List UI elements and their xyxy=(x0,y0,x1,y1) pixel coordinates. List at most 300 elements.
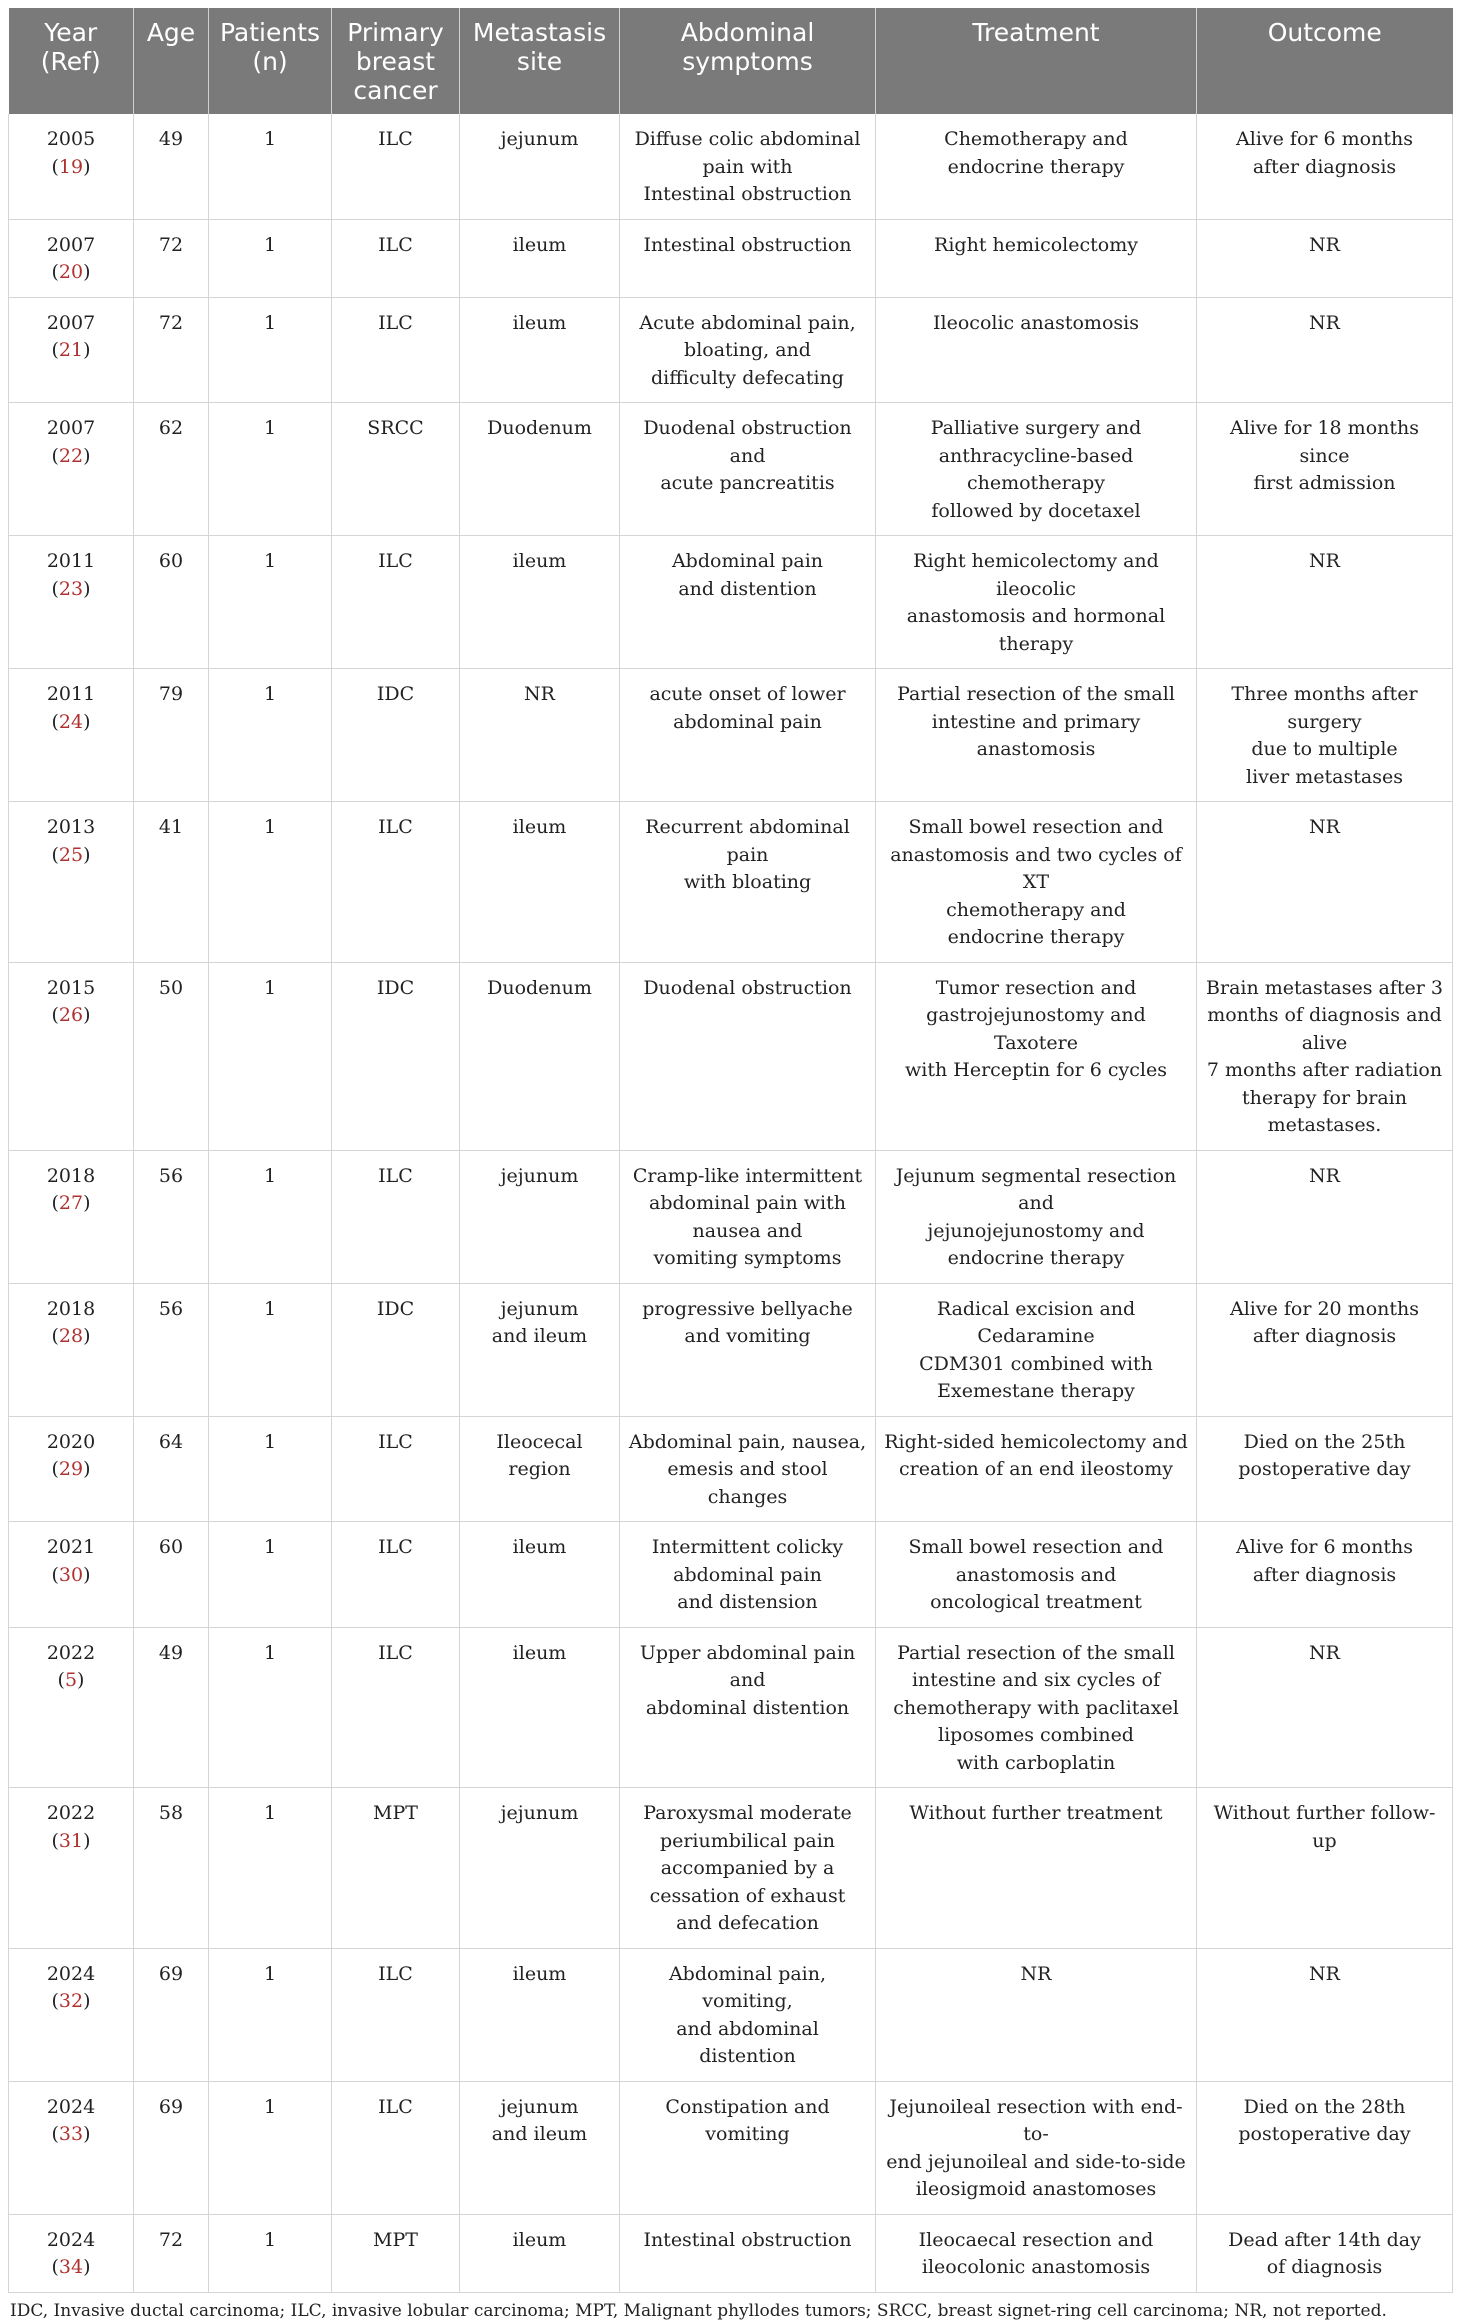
treatment-line: anastomosis and two cycles of XT xyxy=(890,843,1182,893)
treatment-line: Exemestane therapy xyxy=(937,1380,1135,1402)
cell-primary-cancer xyxy=(332,297,460,403)
table-row xyxy=(9,1283,1453,1416)
treatment-line: chemotherapy and xyxy=(946,898,1126,921)
ref-paren-close: ) xyxy=(83,155,91,178)
cell-year-ref xyxy=(9,1150,134,1283)
symptoms-line: and distention xyxy=(678,577,817,600)
cell-treatment xyxy=(876,536,1197,669)
reference-line xyxy=(15,842,127,870)
cell-treatment xyxy=(876,1522,1197,1628)
table-body xyxy=(9,114,1453,2292)
ref-paren-close: ) xyxy=(83,444,91,467)
reference-link[interactable]: 28 xyxy=(58,1325,84,1347)
ref-paren-open: ( xyxy=(51,444,59,467)
treatment-line: followed by docetaxel xyxy=(931,499,1141,522)
cell-primary-cancer xyxy=(332,536,460,669)
cell-abdominal-symptoms xyxy=(620,1150,876,1283)
cell-primary-cancer xyxy=(332,1788,460,1949)
reference-line xyxy=(15,709,127,737)
treatment-line: Jejunoileal resection with end-to- xyxy=(889,2095,1183,2145)
cell-outcome xyxy=(1197,962,1453,1150)
cell-age xyxy=(134,297,209,403)
patients-value: 1 xyxy=(263,1641,277,1664)
cell-outcome xyxy=(1197,297,1453,403)
symptoms-line: Abdominal pain xyxy=(671,550,824,572)
symptoms-line: Intestinal obstruction xyxy=(643,233,852,256)
symptoms-line: acute onset of lower xyxy=(649,683,846,705)
treatment-line: anastomosis and hormonal therapy xyxy=(906,605,1166,655)
table-row xyxy=(9,219,1453,297)
primary-cancer-value: ILC xyxy=(378,233,413,256)
cell-patients xyxy=(209,2214,332,2292)
reference-line xyxy=(15,1667,127,1695)
treatment-line: Right hemicolectomy and ileocolic xyxy=(913,550,1159,600)
cell-abdominal-symptoms xyxy=(620,1788,876,1949)
treatment-line: Ileocolic anastomosis xyxy=(933,311,1139,334)
cell-treatment xyxy=(876,1788,1197,1949)
cell-outcome xyxy=(1197,1627,1453,1788)
cell-metastasis-site xyxy=(460,1627,620,1788)
cell-year-ref xyxy=(9,1416,134,1522)
cell-primary-cancer xyxy=(332,114,460,219)
cell-patients xyxy=(209,802,332,963)
symptoms-line: Duodenal obstruction xyxy=(643,976,852,999)
table-header-row xyxy=(9,8,1453,114)
year-value: 2018 xyxy=(46,1164,96,1187)
age-value: 64 xyxy=(158,1430,184,1453)
patients-value: 1 xyxy=(263,311,277,334)
cell-outcome xyxy=(1197,219,1453,297)
cell-age xyxy=(134,1948,209,2081)
cell-year-ref xyxy=(9,1788,134,1949)
cell-year-ref xyxy=(9,962,134,1150)
age-value: 72 xyxy=(158,2228,184,2251)
year-value: 2022 xyxy=(46,1802,96,1824)
outcome-line: of diagnosis xyxy=(1266,2256,1383,2278)
symptoms-line: with bloating xyxy=(683,871,812,893)
cell-outcome xyxy=(1197,2214,1453,2292)
cell-metastasis-site xyxy=(460,1948,620,2081)
cell-patients xyxy=(209,1150,332,1283)
cell-treatment xyxy=(876,962,1197,1150)
cell-abdominal-symptoms xyxy=(620,114,876,219)
cell-year-ref xyxy=(9,1948,134,2081)
ref-paren-open: ( xyxy=(51,1563,59,1586)
symptoms-line: Abdominal pain, vomiting, xyxy=(668,1962,827,2012)
cell-primary-cancer xyxy=(332,2214,460,2292)
outcome-line: due to multiple xyxy=(1251,738,1398,760)
metastasis-site-line: NR xyxy=(524,683,555,705)
symptoms-line: Diffuse colic abdominal xyxy=(634,128,861,150)
symptoms-line: accompanied by a xyxy=(660,1857,835,1879)
age-value: 41 xyxy=(158,816,184,838)
primary-cancer-value: SRCC xyxy=(367,417,424,439)
ref-paren-open: ( xyxy=(57,1669,65,1691)
reference-link[interactable]: 21 xyxy=(58,339,84,361)
symptoms-line: pain with xyxy=(702,155,793,178)
ref-paren-open: ( xyxy=(51,1458,59,1480)
reference-link[interactable]: 5 xyxy=(64,1669,78,1691)
header-year-ref: Year (Ref) xyxy=(9,8,134,114)
cell-patients xyxy=(209,219,332,297)
cell-treatment xyxy=(876,403,1197,536)
reference-link[interactable]: 30 xyxy=(58,1563,84,1586)
ref-paren-close: ) xyxy=(83,339,91,361)
cell-primary-cancer xyxy=(332,1283,460,1416)
treatment-line: Jejunum segmental resection and xyxy=(895,1164,1177,1214)
treatment-line: ileocolonic anastomosis xyxy=(921,2256,1151,2278)
metastasis-site-line: ileum xyxy=(512,2228,567,2251)
cell-year-ref xyxy=(9,1627,134,1788)
reference-link[interactable]: 29 xyxy=(58,1458,84,1480)
header-age: Age xyxy=(134,8,209,114)
cell-metastasis-site xyxy=(460,219,620,297)
cell-age xyxy=(134,1416,209,1522)
age-value: 60 xyxy=(158,1536,184,1558)
cell-treatment xyxy=(876,1627,1197,1788)
reference-link[interactable]: 19 xyxy=(58,155,84,178)
cell-abdominal-symptoms xyxy=(620,1627,876,1788)
table-row xyxy=(9,1416,1453,1522)
symptoms-line: Paroxysmal moderate xyxy=(643,1802,852,1824)
symptoms-line: acute pancreatitis xyxy=(660,472,835,494)
treatment-line: Small bowel resection and xyxy=(908,1536,1164,1558)
table-row xyxy=(9,297,1453,403)
metastasis-site-line: ileum xyxy=(512,1536,567,1558)
age-value: 62 xyxy=(158,417,184,439)
cell-age xyxy=(134,1788,209,1949)
outcome-line: after diagnosis xyxy=(1252,1325,1397,1347)
ref-paren-open: ( xyxy=(51,2123,59,2145)
cell-age xyxy=(134,2081,209,2214)
reference-link[interactable]: 33 xyxy=(58,2123,84,2145)
metastasis-site-line: ileum xyxy=(512,550,567,572)
cell-abdominal-symptoms xyxy=(620,297,876,403)
cell-outcome xyxy=(1197,1948,1453,2081)
patients-value: 1 xyxy=(263,1962,277,1985)
cell-age xyxy=(134,403,209,536)
ref-paren-close: ) xyxy=(83,261,91,283)
reference-link[interactable]: 31 xyxy=(58,1829,84,1852)
symptoms-line: Upper abdominal pain and xyxy=(639,1641,856,1691)
reference-link[interactable]: 20 xyxy=(58,261,84,283)
primary-cancer-value: ILC xyxy=(378,128,413,150)
cell-treatment xyxy=(876,1150,1197,1283)
cell-metastasis-site xyxy=(460,536,620,669)
year-value: 2015 xyxy=(46,976,96,999)
cell-abdominal-symptoms xyxy=(620,669,876,802)
cell-metastasis-site xyxy=(460,403,620,536)
year-value: 2024 xyxy=(46,1962,96,1985)
cell-abdominal-symptoms xyxy=(620,1522,876,1628)
symptoms-line: Intermittent colicky xyxy=(651,1536,844,1558)
outcome-line: Died on the 28th xyxy=(1243,2095,1406,2118)
outcome-line: NR xyxy=(1309,1164,1340,1187)
primary-cancer-value: MPT xyxy=(373,2228,418,2251)
outcome-line: Alive for 20 months xyxy=(1229,1297,1420,1320)
outcome-line: months of diagnosis and alive xyxy=(1207,1004,1442,1054)
treatment-line: ileosigmoid anastomoses xyxy=(915,2178,1157,2200)
age-value: 69 xyxy=(158,2095,184,2118)
cell-primary-cancer xyxy=(332,2081,460,2214)
cell-patients xyxy=(209,1788,332,1949)
primary-cancer-value: ILC xyxy=(378,2095,413,2118)
cell-age xyxy=(134,802,209,963)
cell-patients xyxy=(209,1627,332,1788)
symptoms-line: abdominal pain xyxy=(673,1563,822,1586)
cell-year-ref xyxy=(9,2214,134,2292)
ref-paren-open: ( xyxy=(51,843,59,866)
symptoms-line: and distension xyxy=(677,1591,818,1613)
header-treatment: Treatment xyxy=(876,8,1197,114)
table-row xyxy=(9,1150,1453,1283)
cell-treatment xyxy=(876,2214,1197,2292)
age-value: 60 xyxy=(158,550,184,572)
patients-value: 1 xyxy=(263,1164,277,1187)
age-value: 58 xyxy=(158,1802,184,1824)
reference-line xyxy=(15,1002,127,1030)
primary-cancer-value: ILC xyxy=(378,311,413,334)
ref-paren-close: ) xyxy=(83,1563,91,1586)
patients-value: 1 xyxy=(263,550,277,572)
cell-metastasis-site xyxy=(460,1788,620,1949)
cell-patients xyxy=(209,536,332,669)
cell-outcome xyxy=(1197,403,1453,536)
cell-abdominal-symptoms xyxy=(620,536,876,669)
cell-primary-cancer xyxy=(332,403,460,536)
cell-outcome xyxy=(1197,1522,1453,1628)
cell-metastasis-site xyxy=(460,1150,620,1283)
cell-age xyxy=(134,2214,209,2292)
cell-metastasis-site xyxy=(460,2214,620,2292)
age-value: 69 xyxy=(158,1962,184,1985)
primary-cancer-value: ILC xyxy=(378,1962,413,1985)
outcome-line: Brain metastases after 3 xyxy=(1206,976,1443,999)
cell-age xyxy=(134,536,209,669)
reference-line xyxy=(15,443,127,471)
cell-patients xyxy=(209,1522,332,1628)
cell-patients xyxy=(209,1948,332,2081)
reference-line xyxy=(15,2254,127,2282)
table-container xyxy=(8,8,1452,2321)
year-value: 2007 xyxy=(46,417,96,439)
ref-paren-open: ( xyxy=(51,155,59,178)
cell-abdominal-symptoms xyxy=(620,403,876,536)
ref-paren-close: ) xyxy=(77,1669,85,1691)
cell-abdominal-symptoms xyxy=(620,962,876,1150)
treatment-line: creation of an end ileostomy xyxy=(899,1458,1173,1480)
outcome-line: NR xyxy=(1309,550,1340,572)
table-row xyxy=(9,962,1453,1150)
cell-year-ref xyxy=(9,1522,134,1628)
reference-link[interactable]: 26 xyxy=(58,1004,84,1026)
metastasis-site-line: Duodenum xyxy=(487,976,592,999)
metastasis-site-line: jejunum xyxy=(500,1164,579,1187)
treatment-line: Small bowel resection and xyxy=(908,816,1164,838)
cell-metastasis-site xyxy=(460,1283,620,1416)
patients-value: 1 xyxy=(263,233,277,256)
treatment-line: liposomes combined xyxy=(938,1724,1134,1746)
reference-link[interactable]: 25 xyxy=(58,843,84,866)
year-value: 2005 xyxy=(46,128,96,150)
cell-patients xyxy=(209,2081,332,2214)
symptoms-line: and abdominal distention xyxy=(676,2017,819,2067)
patients-value: 1 xyxy=(263,2228,277,2251)
reference-line xyxy=(15,2121,127,2149)
outcome-line: NR xyxy=(1309,816,1340,838)
primary-cancer-value: IDC xyxy=(376,1297,415,1320)
reference-line xyxy=(15,1988,127,2016)
treatment-line: gastrojejunostomy and Taxotere xyxy=(926,1004,1146,1054)
reference-line xyxy=(15,154,127,182)
cell-patients xyxy=(209,1283,332,1416)
reference-line xyxy=(15,1323,127,1351)
table-row xyxy=(9,536,1453,669)
reference-line xyxy=(15,576,127,604)
table-row xyxy=(9,1948,1453,2081)
year-value: 2007 xyxy=(46,233,96,256)
cell-abdominal-symptoms xyxy=(620,802,876,963)
table-row xyxy=(9,2081,1453,2214)
table-row xyxy=(9,2214,1453,2292)
reference-link[interactable]: 27 xyxy=(58,1192,84,1214)
year-value: 2007 xyxy=(46,311,96,334)
reference-link[interactable]: 22 xyxy=(58,444,84,467)
outcome-line: first admission xyxy=(1253,472,1396,494)
treatment-line: intestine and primary anastomosis xyxy=(931,710,1141,760)
symptoms-line: Acute abdominal pain, xyxy=(639,311,856,334)
year-value: 2024 xyxy=(46,2228,96,2251)
cell-primary-cancer xyxy=(332,1522,460,1628)
outcome-line: Three months after surgery xyxy=(1231,683,1418,733)
ref-paren-open: ( xyxy=(51,1829,59,1852)
cell-patients xyxy=(209,962,332,1150)
outcome-line: Dead after 14th day xyxy=(1228,2228,1421,2251)
age-value: 72 xyxy=(158,233,184,256)
cell-outcome xyxy=(1197,2081,1453,2214)
header-outcome: Outcome xyxy=(1197,8,1453,114)
cell-age xyxy=(134,962,209,1150)
cell-metastasis-site xyxy=(460,1416,620,1522)
cell-year-ref xyxy=(9,536,134,669)
ref-paren-close: ) xyxy=(83,1004,91,1026)
reference-link[interactable]: 34 xyxy=(58,2256,84,2278)
cell-outcome xyxy=(1197,669,1453,802)
treatment-line: with carboplatin xyxy=(956,1751,1116,1774)
cell-treatment xyxy=(876,219,1197,297)
cell-year-ref xyxy=(9,2081,134,2214)
ref-paren-close: ) xyxy=(83,1990,91,2012)
ref-paren-close: ) xyxy=(83,1325,91,1347)
cell-abdominal-symptoms xyxy=(620,2081,876,2214)
year-value: 2022 xyxy=(46,1641,96,1664)
ref-paren-open: ( xyxy=(51,339,59,361)
reference-link[interactable]: 23 xyxy=(58,577,84,600)
cell-age xyxy=(134,669,209,802)
treatment-line: Partial resection of the small xyxy=(897,1641,1175,1664)
patients-value: 1 xyxy=(263,816,277,838)
ref-paren-close: ) xyxy=(83,2123,91,2145)
symptoms-line: Recurrent abdominal pain xyxy=(645,816,850,866)
year-value: 2011 xyxy=(46,550,96,572)
symptoms-line: abdominal pain xyxy=(673,710,822,733)
ref-paren-close: ) xyxy=(83,1192,91,1214)
year-value: 2011 xyxy=(46,683,96,705)
cell-patients xyxy=(209,403,332,536)
age-value: 56 xyxy=(158,1164,184,1187)
table-row xyxy=(9,1788,1453,1949)
patients-value: 1 xyxy=(263,1802,277,1824)
treatment-line: endocrine therapy xyxy=(947,155,1125,178)
cell-year-ref xyxy=(9,403,134,536)
metastasis-site-line: and ileum xyxy=(491,2123,588,2145)
outcome-line: Alive for 6 months xyxy=(1236,1536,1413,1558)
cell-age xyxy=(134,1283,209,1416)
cell-primary-cancer xyxy=(332,802,460,963)
ref-paren-open: ( xyxy=(51,1325,59,1347)
treatment-line: with Herceptin for 6 cycles xyxy=(905,1059,1167,1081)
cell-year-ref xyxy=(9,219,134,297)
cell-outcome xyxy=(1197,1788,1453,1949)
reference-link[interactable]: 32 xyxy=(58,1990,84,2012)
age-value: 79 xyxy=(158,683,184,705)
symptoms-line: emesis and stool changes xyxy=(667,1458,828,1508)
cell-abdominal-symptoms xyxy=(620,1416,876,1522)
age-value: 56 xyxy=(158,1297,184,1320)
cell-patients xyxy=(209,1416,332,1522)
cell-outcome xyxy=(1197,1283,1453,1416)
patients-value: 1 xyxy=(263,417,277,439)
patients-value: 1 xyxy=(263,1297,277,1320)
cell-treatment xyxy=(876,114,1197,219)
cell-age xyxy=(134,1522,209,1628)
cell-year-ref xyxy=(9,1283,134,1416)
outcome-line: after diagnosis xyxy=(1252,1563,1397,1586)
age-value: 72 xyxy=(158,311,184,334)
cell-primary-cancer xyxy=(332,1627,460,1788)
age-value: 49 xyxy=(158,128,184,150)
cell-outcome xyxy=(1197,114,1453,219)
patients-value: 1 xyxy=(263,976,277,999)
cell-abdominal-symptoms xyxy=(620,219,876,297)
cell-patients xyxy=(209,297,332,403)
reference-line xyxy=(15,1456,127,1484)
cell-patients xyxy=(209,114,332,219)
cell-outcome xyxy=(1197,1150,1453,1283)
cell-primary-cancer xyxy=(332,1150,460,1283)
cell-treatment xyxy=(876,1283,1197,1416)
cell-metastasis-site xyxy=(460,297,620,403)
symptoms-line: Duodenal obstruction and xyxy=(643,417,852,467)
ref-paren-close: ) xyxy=(83,710,91,733)
symptoms-line: bloating, and xyxy=(684,339,811,361)
cell-primary-cancer xyxy=(332,669,460,802)
cell-outcome xyxy=(1197,1416,1453,1522)
cell-metastasis-site xyxy=(460,802,620,963)
outcome-line: postoperative day xyxy=(1238,2123,1411,2145)
reference-link[interactable]: 24 xyxy=(58,710,84,733)
ref-paren-close: ) xyxy=(83,2256,91,2278)
metastasis-site-line: Ileocecal region xyxy=(496,1430,583,1480)
patients-value: 1 xyxy=(263,1430,277,1453)
cell-age xyxy=(134,1627,209,1788)
age-value: 49 xyxy=(158,1641,184,1664)
symptoms-line: progressive bellyache xyxy=(642,1297,853,1320)
ref-paren-open: ( xyxy=(51,710,59,733)
table-row xyxy=(9,669,1453,802)
symptoms-line: Constipation and vomiting xyxy=(665,2095,830,2145)
ref-paren-open: ( xyxy=(51,1990,59,2012)
